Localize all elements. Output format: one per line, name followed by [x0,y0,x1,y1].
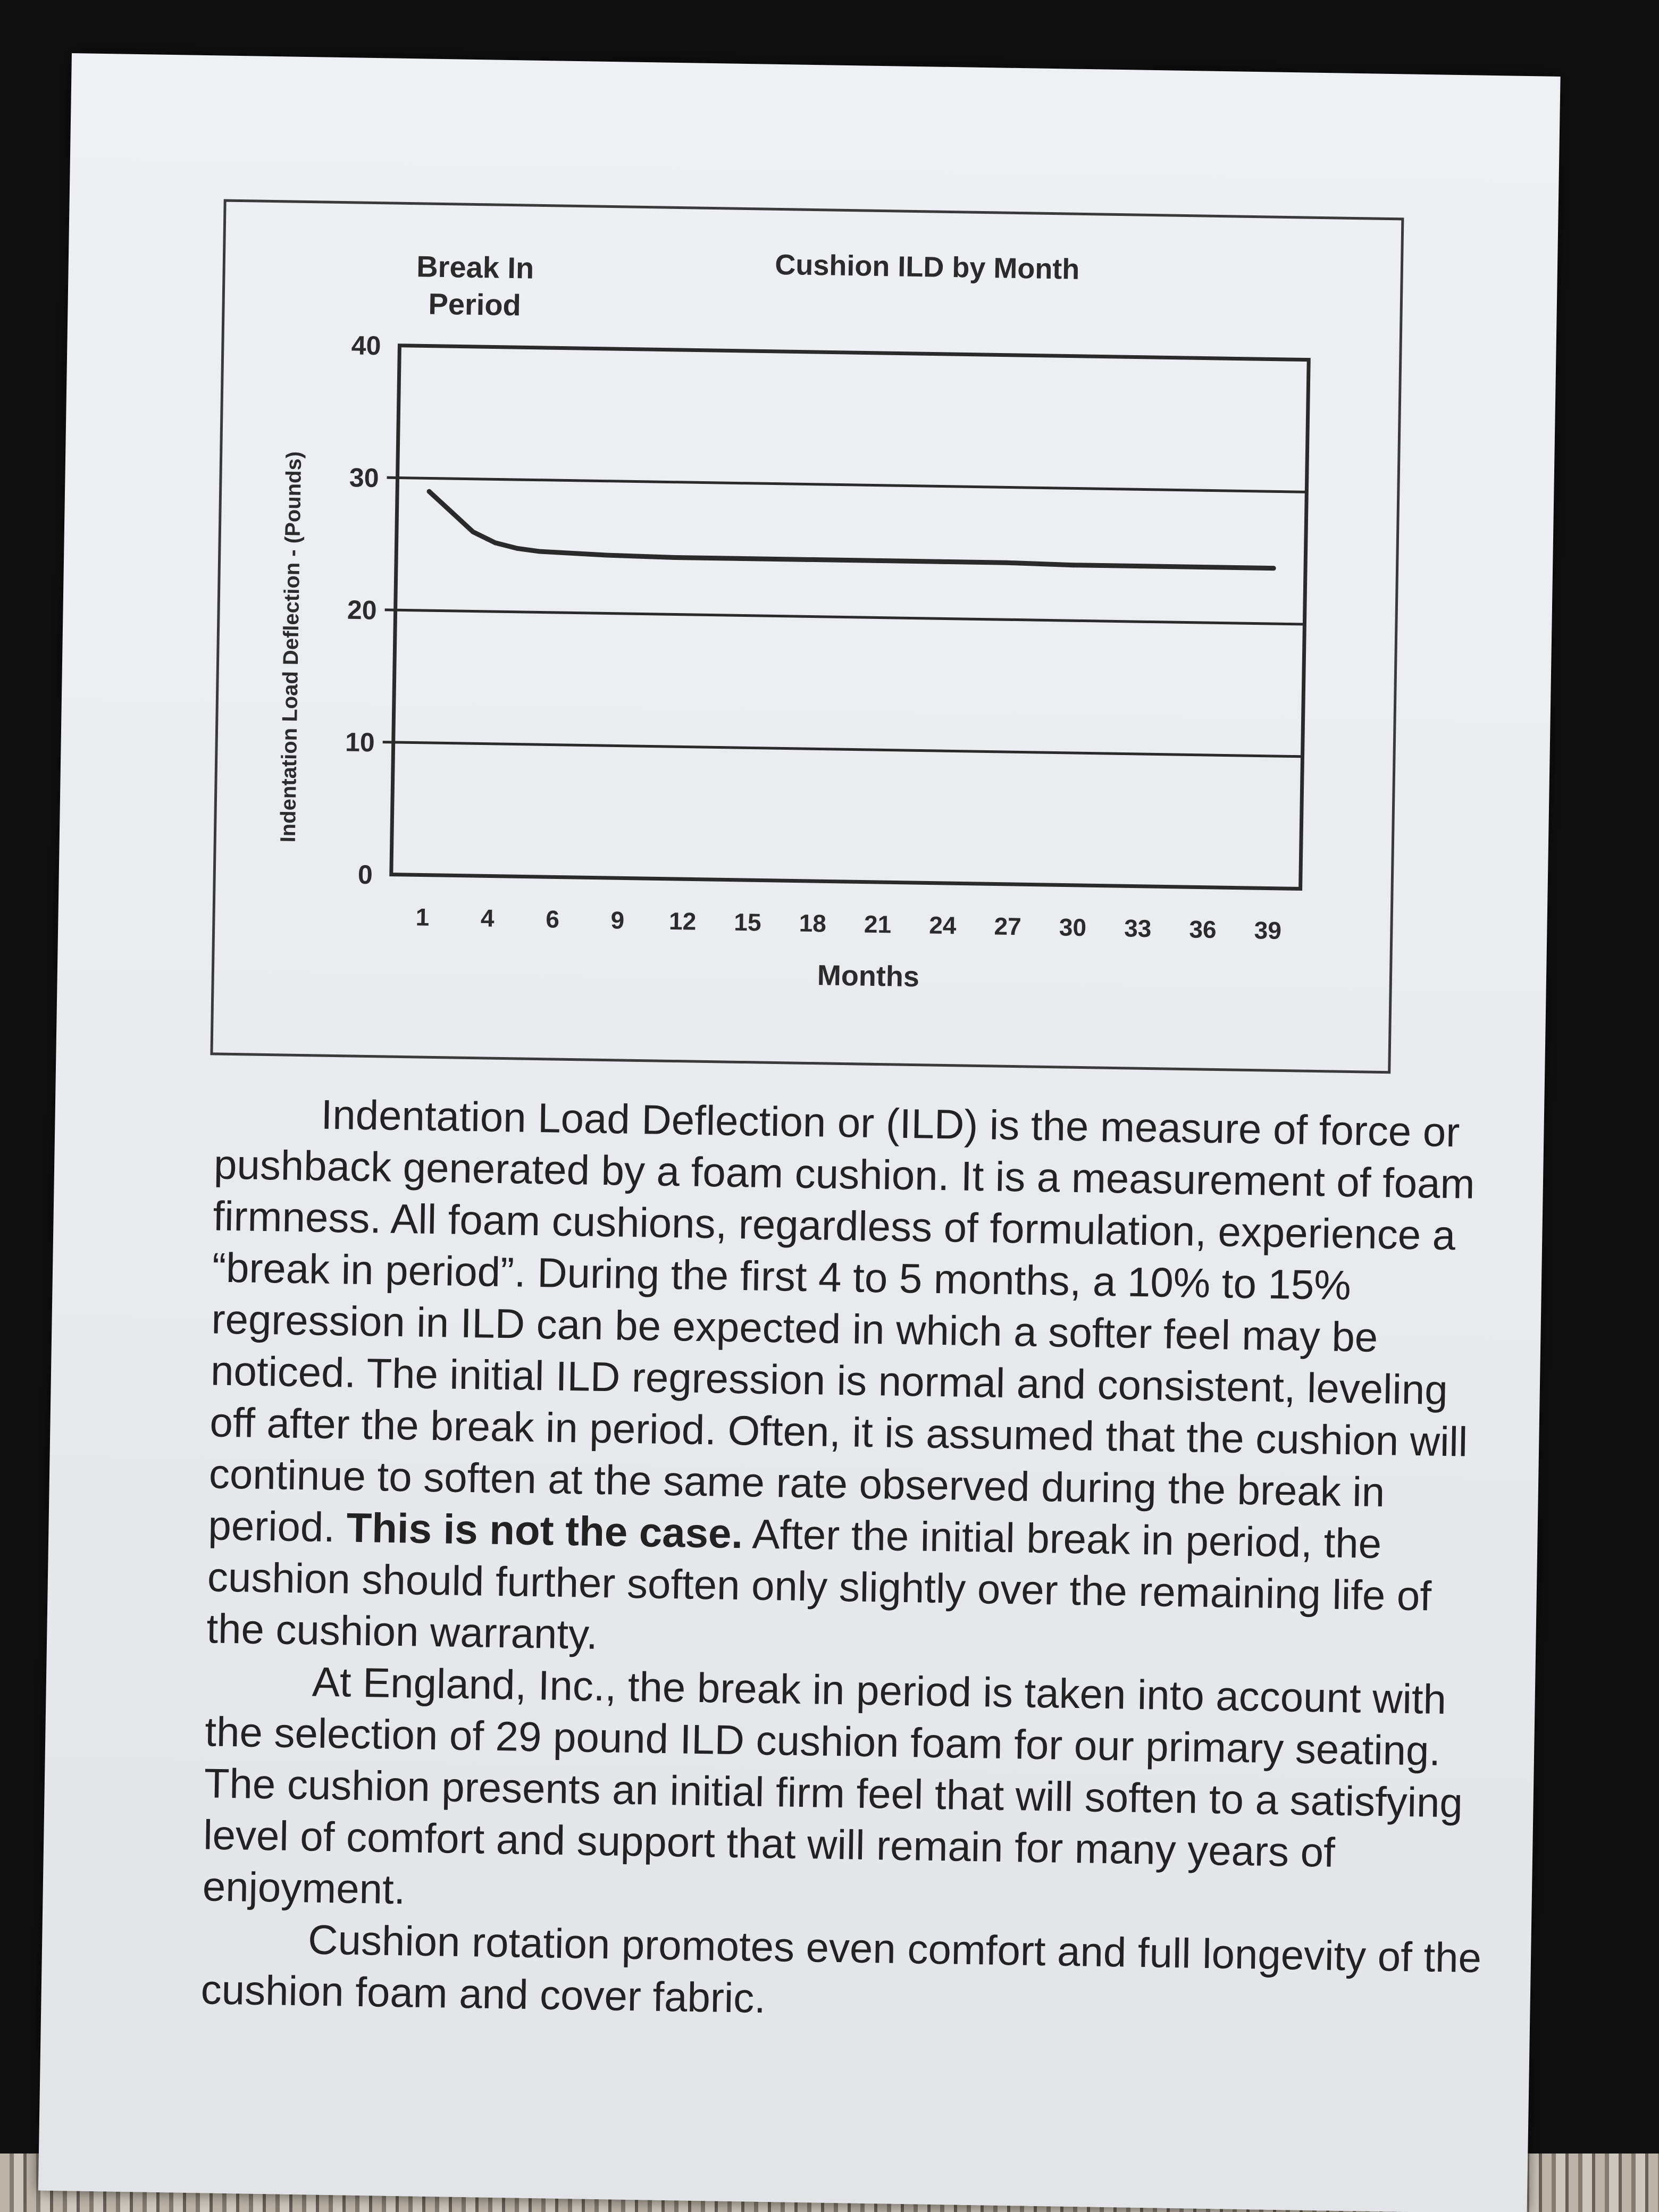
x-tick-label: 12 [668,907,697,935]
break-in-annotation [416,249,534,322]
paragraph-1-end: After the initial break in period, the cushion should further soften only slightly over the remaining life of the cushion warranty. [206,1510,1432,1658]
break-in-annotation-line: Period [428,287,522,322]
series-layer [426,489,1277,571]
gridline [385,610,1305,624]
x-tick-label: 15 [734,908,762,936]
x-tick-label: 4 [480,904,495,932]
x-axis-label: Months [817,959,920,993]
y-tick-label: 30 [349,463,379,493]
y-tick-labels [343,330,381,890]
y-tick-label: 10 [345,727,375,758]
description-text [200,1087,1502,2035]
y-tick-label: 0 [357,859,373,890]
emphasis-not-the-case: This is not the case. [346,1504,743,1557]
gridline [387,477,1307,492]
x-tick-label: 30 [1059,913,1087,942]
x-tick-label: 18 [799,909,827,937]
x-tick-label: 21 [864,910,892,939]
x-tick-label: 27 [994,912,1022,941]
paper-sheet [38,53,1561,2212]
y-tick-label: 40 [351,330,381,361]
x-tick-label: 1 [415,903,430,931]
chart-title: Cushion ILD by Month [774,248,1080,286]
chart-frame [210,199,1404,1074]
break-in-annotation-line: Break In [416,249,534,285]
x-tick-label: 39 [1254,916,1282,944]
x-tick-label: 6 [545,905,560,933]
gridlines [383,477,1307,757]
paragraph-cushion-rotation: Cushion rotation promotes even comfort and full longevity of the cushion foam and cover fabric. [200,1916,1482,2022]
x-tick-label: 9 [610,906,625,934]
x-tick-label: 33 [1124,914,1152,943]
paragraph-ild-definition [206,1087,1502,1674]
y-tick-label: 20 [347,594,378,625]
x-tick-labels [415,903,1281,944]
x-tick-label: 24 [928,911,957,940]
paragraph-1-text: Indentation Load Deflection or (ILD) is the measure of force or pushback generated by a foam cushion. It is a measurement of foam firmness. All foam cushions, regardless of formulation, experience a “break in period”. During the first 4 to 5 months, a 10% to 15% regression in ILD can be expected in which a softer feel may be noticed. The initial ILD regression is normal and consistent, leveling off after the break in period. Often, it is assumed that the cushion will continue to soften at the same rate observed during the break in period. [207,1091,1476,1551]
paragraph-england-inc: At England, Inc., the break in period is taken into account with the selection of 29 pound ILD cushion foam for our primary seating. The cushion presents an initial firm feel that will soften to a satisfying level of comfort and support that will remain for many years of enjoyment. [202,1658,1463,1913]
ild-line-chart [213,202,1402,1071]
ild-series-line [428,491,1275,568]
y-axis-label: Indentation Load Deflection - (Pounds) [276,451,306,843]
gridline [383,742,1303,757]
x-tick-label: 36 [1189,915,1217,944]
